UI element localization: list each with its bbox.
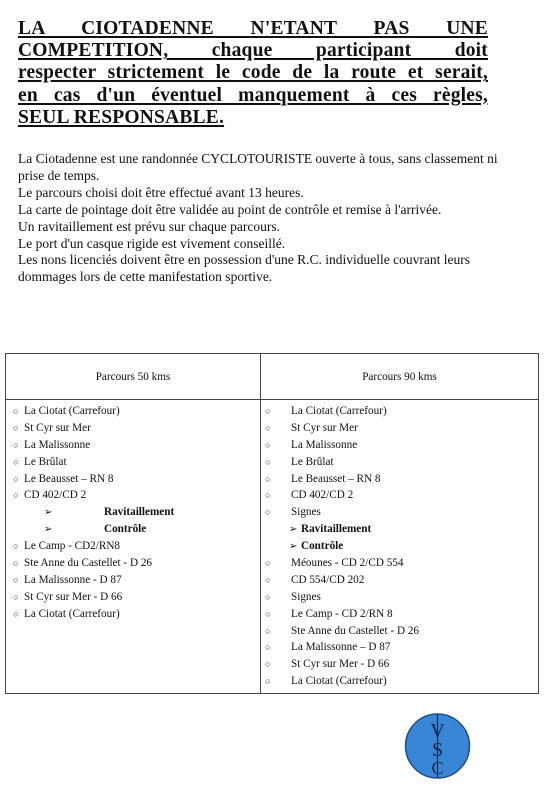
circle-bullet-icon: ○: [265, 406, 271, 416]
circle-bullet-icon: ○: [265, 659, 271, 670]
circle-bullet-icon: ○: [13, 473, 19, 484]
circle-bullet-icon: ○: [265, 422, 271, 433]
route-50km: [6, 400, 261, 694]
route-stop-label: Ravitaillement: [301, 523, 372, 536]
circle-bullet-icon: ○: [13, 574, 19, 585]
circle-bullet-icon: ○: [265, 473, 271, 484]
circle-bullet-icon: ○: [265, 676, 271, 687]
route-stop-label: St Cyr sur Mer: [291, 421, 358, 434]
route-stop: [261, 656, 538, 673]
route-stop-label: Méounes - CD 2/CD 554: [291, 557, 404, 570]
route-stop-label: Ste Anne du Castellet - D 26: [291, 624, 420, 637]
route-stop-label: La Malissonne: [291, 438, 358, 451]
routes-table: [5, 353, 539, 694]
route-stop-label: St Cyr sur Mer - D 66: [24, 590, 123, 603]
route-stop-label: CD 402/CD 2: [24, 489, 87, 502]
route-stop-label: Le Brûlat: [24, 455, 67, 468]
rule-paragraph: La Ciotadenne est une randonnée CYCLOTOURISTE ouverte à tous, sans classement ni prise de temps.: [18, 151, 498, 183]
route-stop: [261, 420, 538, 437]
route-stop: [261, 606, 538, 623]
route-stop-label: St Cyr sur Mer - D 66: [291, 658, 390, 671]
route-stop: [261, 403, 538, 420]
route-stop: [6, 403, 260, 420]
route-stop: [6, 471, 260, 488]
circle-bullet-icon: ○: [265, 625, 271, 636]
logo-letter-v: V: [430, 720, 445, 742]
route-stop: [261, 454, 538, 471]
heading-line-5: SEUL RESPONSABLE.: [18, 106, 225, 128]
route-stop: [261, 504, 538, 521]
route-stop: [6, 454, 260, 471]
route-stop-label: Signes: [291, 506, 321, 519]
route-stop: [261, 471, 538, 488]
circle-bullet-icon: ○: [265, 574, 271, 585]
circle-bullet-icon: ○: [13, 558, 19, 569]
circle-bullet-icon: ○: [265, 439, 271, 450]
header-90km: Parcours 90 kms: [261, 354, 539, 400]
route-stop: [6, 538, 260, 555]
route-stop-label: CD 402/CD 2: [291, 489, 354, 502]
route-stop: [6, 572, 260, 589]
circle-bullet-icon: ○: [265, 608, 271, 619]
route-stop-label: La Ciotat (Carrefour): [24, 405, 120, 417]
route-stop-label: La Ciotat (Carrefour): [291, 675, 387, 688]
route-stop-label: Signes: [291, 590, 321, 603]
rule-paragraph: La carte de pointage doit être validée au point de contrôle et remise à l'arrivée.: [18, 201, 442, 217]
route-checkpoint: [6, 521, 260, 538]
route-checkpoint: [261, 538, 538, 555]
circle-bullet-icon: ○: [265, 642, 271, 653]
route-stop-label: Le Beausset – RN 8: [24, 472, 114, 485]
header-50km: Parcours 50 kms: [6, 354, 261, 400]
route-stop-label: La Malissonne – D 87: [291, 641, 391, 654]
route-checkpoint: [261, 521, 538, 538]
route-stop: [261, 639, 538, 656]
circle-bullet-icon: ○: [13, 541, 19, 552]
arrow-bullet-icon: ➢: [44, 507, 53, 519]
circle-bullet-icon: ○: [13, 422, 19, 433]
rule-paragraph: Un ravitaillement est prévu sur chaque parcours.: [18, 218, 281, 234]
route-stop: [6, 487, 260, 504]
rule-paragraph: Les nons licenciés doivent être en possession d'une R.C. individuelle couvrant leurs dommages lors de cette manifestation sportive.: [18, 252, 470, 285]
route-stop: [261, 673, 538, 690]
circle-bullet-icon: ○: [265, 490, 271, 501]
route-stop-label: Ravitaillement: [104, 506, 175, 519]
route-checkpoint: [6, 504, 260, 521]
route-stop-label: Ste Anne du Castellet - D 26: [24, 557, 153, 570]
circle-bullet-icon: ○: [265, 456, 271, 467]
route-90km: [261, 400, 539, 694]
logo-letter-s: S: [431, 739, 444, 761]
route-stop: [6, 606, 260, 623]
route-stop-label: St Cyr sur Mer: [24, 421, 91, 434]
arrow-bullet-icon: ➢: [44, 524, 53, 536]
document-heading: [18, 18, 488, 129]
circle-bullet-icon: ○: [13, 591, 19, 602]
route-stop: [6, 437, 260, 454]
rule-paragraph: Le parcours choisi doit être effectué avant 13 heures.: [18, 184, 304, 200]
circle-bullet-icon: ○: [265, 591, 271, 602]
route-stop: [261, 572, 538, 589]
route-stop-label: Le Camp - CD 2/RN 8: [291, 607, 393, 620]
route-stop-label: Contrôle: [104, 523, 147, 536]
heading-line-2: COMPETITION, chaque participant doit: [18, 40, 488, 62]
arrow-bullet-icon: ➢: [289, 524, 298, 536]
route-stop: [6, 589, 260, 606]
club-logo-icon: [404, 711, 471, 780]
route-stop-label: La Malissonne: [24, 438, 91, 451]
heading-line-1: LA CIOTADENNE N'ETANT PAS UNE: [18, 18, 488, 39]
route-stop-label: La Malissonne - D 87: [24, 573, 122, 586]
circle-bullet-icon: ○: [13, 406, 19, 416]
route-stop-label: Le Camp - CD2/RN8: [24, 540, 121, 553]
route-stop: [261, 589, 538, 606]
route-stop: [261, 487, 538, 504]
route-stop-label: Le Beausset – RN 8: [291, 472, 381, 485]
logo-letter-c: C: [431, 758, 444, 778]
route-stop: [6, 555, 260, 572]
rule-paragraph: Le port d'un casque rigide est vivement conseillé.: [18, 235, 286, 251]
route-stop-label: La Ciotat (Carrefour): [24, 607, 120, 620]
route-stop-label: La Ciotat (Carrefour): [291, 405, 387, 417]
route-stop-label: CD 554/CD 202: [291, 573, 365, 586]
route-stop: [261, 555, 538, 572]
heading-line-3: respecter strictement le code de la route et serait,: [18, 62, 488, 84]
route-stop: [261, 623, 538, 640]
route-stop: [261, 437, 538, 454]
route-stop-label: Le Brûlat: [291, 455, 334, 468]
circle-bullet-icon: ○: [13, 490, 19, 501]
circle-bullet-icon: ○: [13, 608, 19, 619]
circle-bullet-icon: ○: [13, 456, 19, 467]
circle-bullet-icon: ○: [265, 558, 271, 569]
heading-line-4: en cas d'un éventuel manquement à ces règles,: [18, 84, 488, 106]
circle-bullet-icon: ○: [265, 507, 271, 518]
circle-bullet-icon: ○: [13, 439, 19, 450]
route-stop: [6, 420, 260, 437]
arrow-bullet-icon: ➢: [289, 541, 298, 553]
route-stop-label: Contrôle: [301, 540, 344, 553]
rules-text: [18, 151, 498, 286]
